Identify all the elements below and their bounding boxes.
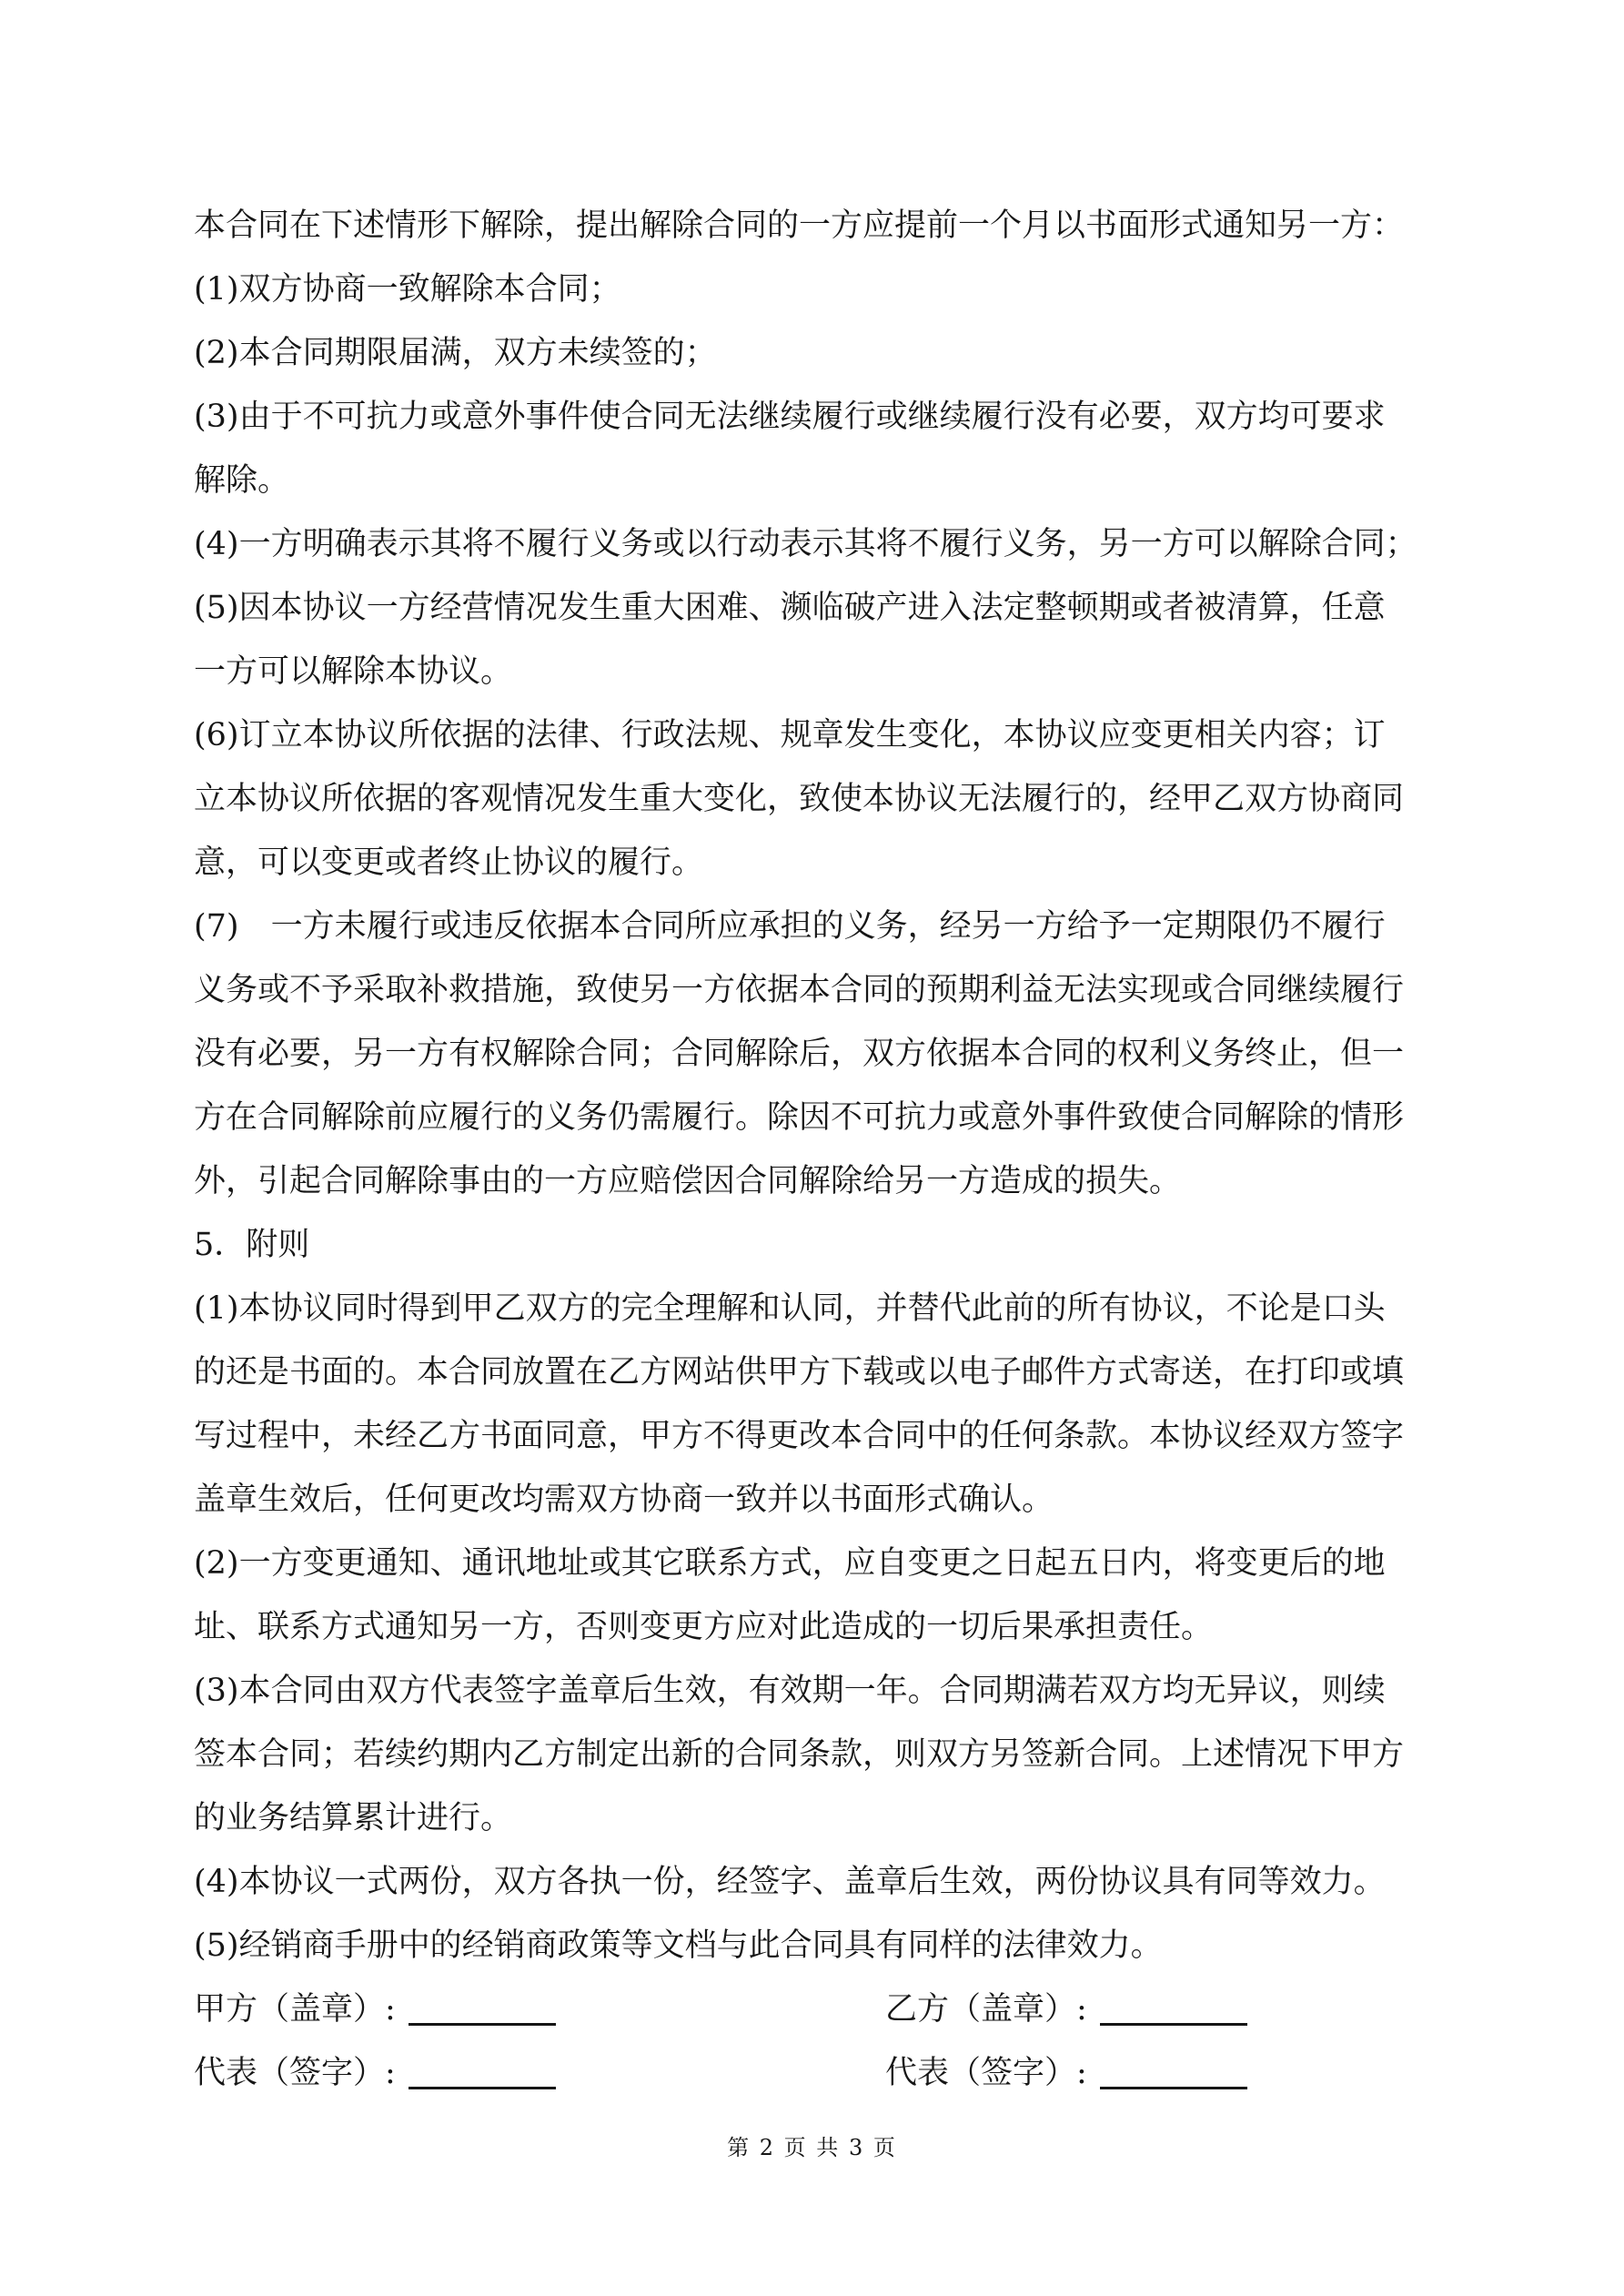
contract-line: 本合同在下述情形下解除，提出解除合同的一方应提前一个月以书面形式通知另一方： [194, 207, 1405, 244]
contract-line: 址、联系方式通知另一方，否则变更方应对此造成的一切后果承担责任。 [194, 1609, 1214, 1645]
contract-line: 义务或不予采取补救措施，致使另一方依据本合同的预期利益无法实现或合同继续履行 [194, 972, 1405, 1008]
contract-line: 一方可以解除本协议。 [194, 653, 513, 690]
contract-line: (5)因本协议一方经营情况发生重大困难、濒临破产进入法定整顿期或者被清算，任意 [194, 590, 1386, 626]
contract-line: (4)本协议一式两份，双方各执一份，经签字、盖章后生效，两份协议具有同等效力。 [194, 1864, 1386, 1900]
contract-line: (2)本合同期限届满，双方未续签的； [194, 335, 717, 371]
contract-line: (5)经销商手册中的经销商政策等文档与此合同具有同样的法律效力。 [194, 1927, 1163, 1964]
contract-line: 没有必要，另一方有权解除合同；合同解除后，双方依据本合同的权利义务终止，但一 [194, 1036, 1405, 1072]
contract-line: 解除。 [194, 462, 290, 499]
signature-row-seal [194, 1977, 1531, 2041]
party-a-seal-label: 甲方（盖章）: [194, 1991, 396, 2028]
contract-line: (6)订立本协议所依据的法律、行政法规、规章发生变化，本协议应变更相关内容；订 [194, 717, 1386, 754]
contract-line: 的还是书面的。本合同放置在乙方网站供甲方下载或以电子邮件方式寄送，在打印或填 [194, 1354, 1405, 1391]
signature-row-representative [194, 2041, 1531, 2105]
contract-line: 立本协议所依据的客观情况发生重大变化，致使本协议无法履行的，经甲乙双方协商同 [194, 781, 1405, 817]
party-b-representative-blank-line [1100, 2050, 1247, 2089]
party-b-representative-block [885, 2041, 1247, 2105]
contract-line: (3)本合同由双方代表签字盖章后生效，有效期一年。合同期满若双方均无异议，则续 [194, 1673, 1386, 1709]
contract-line: 的业务结算累计进行。 [194, 1800, 513, 1836]
party-b-seal-block [885, 1977, 1247, 2041]
contract-line: 盖章生效后，任何更改均需双方协商一致并以书面形式确认。 [194, 1482, 1054, 1518]
party-a-representative-label: 代表（签字）: [194, 2055, 396, 2091]
party-b-representative-label: 代表（签字）: [885, 2055, 1087, 2091]
contract-line: 方在合同解除前应履行的义务仍需履行。除因不可抗力或意外事件致使合同解除的情形 [194, 1099, 1405, 1136]
contract-line: 外，引起合同解除事由的一方应赔偿因合同解除给另一方造成的损失。 [194, 1163, 1182, 1199]
party-b-seal-blank-line [1100, 1987, 1247, 2026]
contract-line: (1)本协议同时得到甲乙双方的完全理解和认同，并替代此前的所有协议，不论是口头 [194, 1290, 1386, 1327]
contract-line: 写过程中，未经乙方书面同意，甲方不得更改本合同中的任何条款。本协议经双方签字 [194, 1418, 1405, 1454]
contract-line: 签本合同；若续约期内乙方制定出新的合同条款，则双方另签新合同。上述情况下甲方 [194, 1736, 1405, 1773]
contract-line: (7) 一方未履行或违反依据本合同所应承担的义务，经另一方给予一定期限仍不履行 [194, 908, 1386, 945]
party-a-representative-blank-line [409, 2050, 556, 2089]
party-a-representative-block [194, 2041, 885, 2105]
contract-line: (3)由于不可抗力或意外事件使合同无法继续履行或继续履行没有必要，双方均可要求 [194, 399, 1386, 435]
contract-line: (4)一方明确表示其将不履行义务或以行动表示其将不履行义务，另一方可以解除合同； [194, 526, 1417, 562]
party-a-seal-block [194, 1977, 885, 2041]
page-number: 第 2 页 共 3 页 [727, 2135, 897, 2160]
contract-line: (2)一方变更通知、通讯地址或其它联系方式，应自变更之日起五日内，将变更后的地 [194, 1545, 1386, 1582]
party-a-seal-blank-line [409, 1987, 556, 2026]
contract-body [194, 194, 1531, 2105]
contract-line: (1)双方协商一致解除本合同； [194, 271, 621, 308]
contract-section-heading: 5．附则 [194, 1227, 310, 1263]
contract-line: 意，可以变更或者终止协议的履行。 [194, 845, 704, 881]
party-b-seal-label: 乙方（盖章）: [885, 1991, 1087, 2028]
